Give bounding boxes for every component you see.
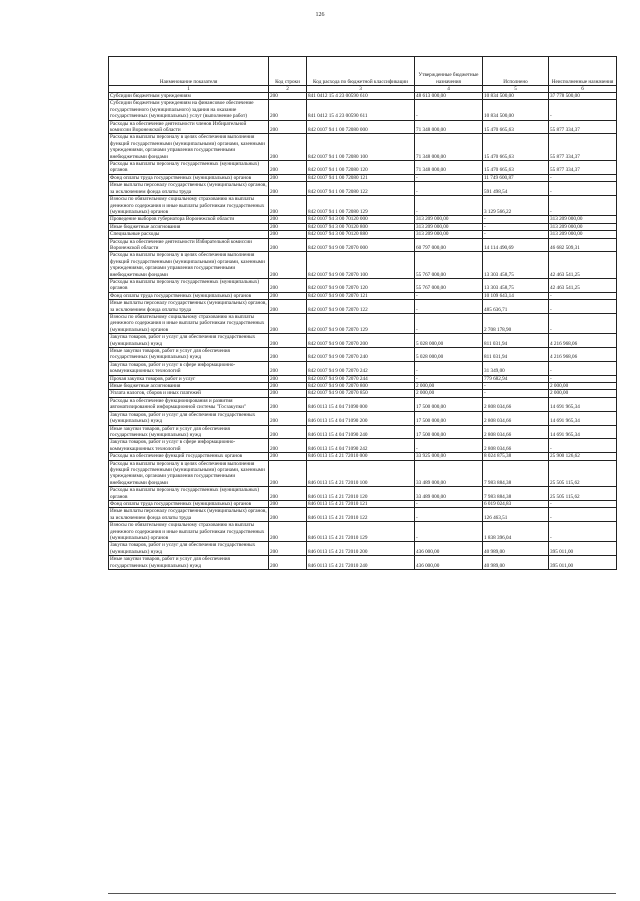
cell-executed: 591 498,54 [483,182,549,196]
cell-executed: 6 019 024,83 [483,500,549,507]
cell-unexecuted: - [549,361,617,375]
table-row [109,375,617,382]
table-row [109,174,617,181]
cell-line-code: 200 [269,182,307,196]
cell-indicator-name: Расходы на обеспечение функционирования и развития автоматизированной информационной системы "Госзакупки" [109,397,269,411]
cell-executed: 2 808 034,66 [483,411,549,425]
cell-indicator-name: Расходы на выплаты персоналу в целях обеспечения выполнения функций государственными (муниципальными) органами, казенными учреждениями, органами управления государственными внебюджетными фондами [109,460,269,487]
header-line-code: Код строки [269,57,307,86]
cell-approved: 55 767 000,00 [415,252,483,279]
table-row [109,522,617,542]
cell-executed: 15 470 665,63 [483,161,549,175]
column-number: 1 [109,86,269,93]
cell-executed: 13 303 458,75 [483,278,549,292]
table-row [109,216,617,223]
cell-line-code: 200 [269,314,307,334]
cell-budget-code: 842 0107 94 1 00 72080 129 [307,196,415,216]
cell-approved: - [415,508,483,522]
cell-line-code: 200 [269,542,307,556]
cell-executed: 2 808 034,66 [483,425,549,439]
cell-budget-code: 842 0107 94 1 00 72080 120 [307,161,415,175]
cell-budget-code: 846 0113 15 4 21 72010 100 [307,460,415,487]
cell-unexecuted: 4 216 968,06 [549,348,617,362]
cell-executed: 10 109 643,14 [483,292,549,299]
cell-approved: - [415,314,483,334]
table-row [109,252,617,279]
cell-budget-code: 846 0113 15 4 21 72010 122 [307,508,415,522]
header-executed: Исполнено [483,57,549,86]
column-number: 4 [415,86,483,93]
cell-unexecuted: - [549,314,617,334]
cell-approved: - [415,292,483,299]
table-body [109,93,617,570]
column-number-row [109,86,617,93]
cell-approved: 71 348 000,00 [415,161,483,175]
cell-indicator-name: Прочая закупка товаров, работ и услуг [109,375,269,382]
cell-approved: 313 209 000,00 [415,231,483,238]
cell-budget-code: 842 0107 94 9 00 72070 000 [307,238,415,252]
cell-indicator-name: Расходы на выплаты персоналу в целях обеспечения выполнения функций государственными (муниципальными) органами, казенными учреждениями, органами управления государственными внебюджетными фондами [109,134,269,161]
cell-budget-code: 846 0113 15 4 21 72010 121 [307,500,415,507]
cell-indicator-name: Иные закупки товаров, работ и услуг для обеспечения государственных (муниципальных) нужд [109,425,269,439]
cell-indicator-name: Специальные расходы [109,231,269,238]
table-row [109,238,617,252]
cell-executed: - [483,383,549,390]
cell-approved: 33 489 000,00 [415,460,483,487]
cell-line-code: 200 [269,453,307,460]
cell-executed: 811 031,94 [483,334,549,348]
cell-line-code: 200 [269,500,307,507]
cell-line-code: 200 [269,216,307,223]
table-row [109,425,617,439]
cell-approved: 60 797 000,00 [415,238,483,252]
cell-approved: 17 500 000,00 [415,411,483,425]
cell-approved: 55 767 000,00 [415,278,483,292]
cell-approved: 33 489 000,00 [415,487,483,501]
cell-line-code: 200 [269,292,307,299]
cell-approved: - [415,375,483,382]
cell-approved: - [415,174,483,181]
cell-unexecuted: 14 691 965,34 [549,397,617,411]
cell-executed: 7 983 884,38 [483,460,549,487]
cell-indicator-name: Фонд оплаты труда государственных (муниципальных) органов [109,500,269,507]
cell-indicator-name: Субсидии бюджетным учреждениям на финансовое обеспечение государственного (муниципального) задания на оказание государственных (муниципальных) услуг (выполнение работ) [109,100,269,120]
cell-unexecuted: - [549,522,617,542]
cell-unexecuted: - [549,174,617,181]
cell-budget-code: 842 0107 94 9 00 72070 100 [307,252,415,279]
cell-approved: 17 500 000,00 [415,397,483,411]
cell-indicator-name: Закупка товаров, работ и услуг в сфере информационно-коммуникационных технологий [109,361,269,375]
cell-indicator-name: Закупка товаров, работ и услуг для обеспечения государственных (муниципальных) нужд [109,411,269,425]
cell-line-code: 200 [269,93,307,100]
cell-line-code: 200 [269,522,307,542]
cell-indicator-name: Взносы по обязательному социальному страхованию на выплаты денежного содержания и иные выплаты работникам государственных (муниципальных) органов [109,196,269,216]
cell-executed: 2 808 034,66 [483,439,549,453]
header-approved-appropriations: Утвержденные бюджетные назначения [415,57,483,86]
column-number: 5 [483,86,549,93]
cell-approved: 5 028 000,00 [415,348,483,362]
cell-unexecuted: 25 505 115,62 [549,487,617,501]
cell-approved: - [415,300,483,314]
cell-executed: 13 303 458,75 [483,252,549,279]
cell-budget-code: 842 0107 94 1 00 72080 100 [307,134,415,161]
table-row [109,397,617,411]
table-row [109,508,617,522]
cell-unexecuted: 55 877 334,37 [549,134,617,161]
cell-line-code: 200 [269,161,307,175]
cell-budget-code: 846 0113 15 4 21 72010 000 [307,453,415,460]
cell-unexecuted: 46 682 509,31 [549,238,617,252]
cell-unexecuted: 313 209 000,00 [549,231,617,238]
table-row [109,278,617,292]
cell-executed: 10 834 500,00 [483,93,549,100]
table-row [109,460,617,487]
cell-unexecuted: 4 216 968,06 [549,334,617,348]
cell-indicator-name: Расходы на обеспечение деятельности членов Избирательной комиссии Воронежской области [109,120,269,134]
cell-budget-code: 846 0113 15 4 04 71090 000 [307,397,415,411]
cell-approved: 33 925 000,00 [415,453,483,460]
cell-line-code: 200 [269,174,307,181]
cell-budget-code: 846 0113 15 4 04 71090 200 [307,411,415,425]
cell-line-code: 200 [269,231,307,238]
cell-budget-code: 842 0107 94 9 00 72070 850 [307,390,415,397]
cell-line-code: 200 [269,120,307,134]
cell-approved: 71 348 000,00 [415,120,483,134]
cell-line-code: 200 [269,334,307,348]
cell-budget-code: 842 0107 94 3 00 70120 800 [307,223,415,230]
cell-unexecuted: 395 011,00 [549,542,617,556]
cell-budget-code: 842 0107 94 3 00 70120 880 [307,231,415,238]
table-row [109,439,617,453]
cell-budget-code: 842 0107 94 9 00 72070 244 [307,375,415,382]
table-row [109,182,617,196]
table-row [109,500,617,507]
cell-line-code: 200 [269,348,307,362]
cell-line-code: 200 [269,383,307,390]
cell-executed: 10 834 500,00 [483,100,549,120]
cell-unexecuted: 2 000,00 [549,390,617,397]
cell-executed: - [483,231,549,238]
cell-indicator-name: Расходы на выплаты персоналу в целях обеспечения выполнения функций государственными (муниципальными) органами, казенными учреждениями, органами управления государственными внебюджетными фондами [109,252,269,279]
table-row [109,161,617,175]
cell-executed: 31 349,00 [483,361,549,375]
cell-approved: 71 348 000,00 [415,134,483,161]
table-row [109,542,617,556]
cell-executed: 3 129 566,22 [483,196,549,216]
cell-budget-code: 846 0113 15 4 21 72010 120 [307,487,415,501]
cell-executed: - [483,390,549,397]
cell-budget-code: 846 0113 15 4 04 71090 242 [307,439,415,453]
cell-unexecuted: 42 463 541,25 [549,252,617,279]
cell-unexecuted: 37 778 500,00 [549,93,617,100]
cell-unexecuted: - [549,439,617,453]
cell-indicator-name: Иные закупки товаров, работ и услуг для обеспечения государственных (муниципальных) нужд [109,348,269,362]
page-number: 126 [315,12,325,18]
cell-line-code: 200 [269,390,307,397]
column-number: 3 [307,86,415,93]
cell-budget-code: 842 0107 94 1 00 72080 000 [307,120,415,134]
cell-unexecuted: 313 209 000,00 [549,216,617,223]
cell-budget-code: 841 0412 15 4 23 00590 611 [307,100,415,120]
cell-approved: - [415,500,483,507]
cell-executed: 8 024 875,38 [483,453,549,460]
cell-indicator-name: Уплата налогов, сборов и иных платежей [109,390,269,397]
cell-unexecuted: - [549,300,617,314]
cell-approved: 313 209 000,00 [415,216,483,223]
cell-approved: 2 000,00 [415,383,483,390]
column-number: 2 [269,86,307,93]
cell-indicator-name: Фонд оплаты труда государственных (муниципальных) органов [109,292,269,299]
cell-budget-code: 842 0107 94 9 00 72070 122 [307,300,415,314]
cell-indicator-name: Иные выплаты персоналу государственных (муниципальных) органов, за исключением фонда оплаты труда [110,300,267,313]
cell-line-code: 200 [269,134,307,161]
table-row [109,300,617,314]
cell-line-code: 200 [269,196,307,216]
cell-unexecuted: - [549,375,617,382]
cell-executed: 7 983 884,38 [483,487,549,501]
table-row [109,334,617,348]
cell-unexecuted: - [549,182,617,196]
bottom-rule [108,893,616,894]
table-row [109,223,617,230]
cell-executed: 779 682,94 [483,375,549,382]
cell-executed: 15 470 665,63 [483,120,549,134]
cell-approved: 5 028 000,00 [415,334,483,348]
table-row [109,100,617,120]
cell-budget-code: 842 0107 94 9 00 72070 120 [307,278,415,292]
cell-indicator-name: Иные бюджетные ассигнования [109,223,269,230]
cell-unexecuted: 14 691 965,34 [549,425,617,439]
table-row [109,231,617,238]
cell-line-code: 200 [269,375,307,382]
cell-approved: 17 500 000,00 [415,425,483,439]
cell-unexecuted: 313 209 000,00 [549,223,617,230]
cell-executed: 126 463,51 [483,508,549,522]
cell-line-code: 200 [269,252,307,279]
cell-budget-code: 846 0113 15 4 04 71090 240 [307,425,415,439]
cell-indicator-name: Расходы на выплаты персоналу государственных (муниципальных) органов [109,278,269,292]
table-row [109,411,617,425]
cell-executed: 2 708 178,90 [483,314,549,334]
cell-indicator-name: Взносы по обязательному социальному страхованию на выплаты денежного содержания и иные выплаты работникам государственных (муниципальных) органов [109,522,269,542]
cell-unexecuted: 25 900 126,62 [549,453,617,460]
cell-approved: 436 000,00 [415,542,483,556]
cell-indicator-name: Иные выплаты персоналу государственных (муниципальных) органов, за исключением фонда оплаты труда [110,508,267,521]
cell-indicator-name: Фонд оплаты труда государственных (муниципальных) органов [109,174,269,181]
cell-indicator-name: Расходы на выплаты персоналу государственных (муниципальных) органов [109,487,269,501]
cell-indicator-name: Проведение выборов губернатора Воронежской области [109,216,269,223]
cell-budget-code: 842 0107 94 9 00 72070 121 [307,292,415,299]
cell-line-code: 200 [269,439,307,453]
cell-unexecuted: - [549,100,617,120]
table-row [109,120,617,134]
cell-line-code: 200 [269,508,307,522]
table-row [109,314,617,334]
cell-budget-code: 846 0113 15 4 21 72010 200 [307,542,415,556]
cell-executed: 40 989,00 [483,556,549,570]
cell-budget-code: 846 0113 15 4 21 72010 240 [307,556,415,570]
cell-indicator-name: Расходы на обеспечение функций государственных органов [109,453,269,460]
cell-budget-code: 842 0107 94 3 00 70120 000 [307,216,415,223]
cell-indicator-name: Расходы на обеспечение деятельности Избирательной комиссии Воронежской области [109,238,269,252]
cell-approved: - [415,439,483,453]
cell-unexecuted: - [549,292,617,299]
cell-indicator-name: Взносы по обязательному социальному страхованию на выплаты денежного содержания и иные выплаты работникам государственных (муниципальных) органов [109,314,269,334]
cell-executed: - [483,216,549,223]
cell-line-code: 200 [269,238,307,252]
cell-line-code: 200 [269,300,307,314]
table-header-row [109,57,617,86]
cell-executed: 11 749 600,87 [483,174,549,181]
cell-approved: 436 000,00 [415,556,483,570]
cell-approved: - [415,100,483,120]
cell-executed: 811 031,94 [483,348,549,362]
cell-approved: - [415,196,483,216]
table-row [109,348,617,362]
cell-line-code: 200 [269,223,307,230]
cell-line-code: 200 [269,100,307,120]
header-budget-classification-code: Код расхода по бюджетной классификации [307,57,415,86]
table-row [109,487,617,501]
cell-budget-code: 842 0107 94 9 00 72070 800 [307,383,415,390]
table-row [109,390,617,397]
table-row [109,556,617,570]
cell-line-code: 200 [269,361,307,375]
table-row [109,196,617,216]
header-indicator-name: Наименование показателя [109,57,269,86]
cell-indicator-name: Иные закупки товаров, работ и услуг для обеспечения государственных (муниципальных) нужд [109,556,269,570]
cell-line-code: 200 [269,487,307,501]
cell-line-code: 200 [269,397,307,411]
cell-budget-code: 842 0107 94 1 00 72080 122 [307,182,415,196]
cell-executed: 40 989,00 [483,542,549,556]
cell-indicator-name: Расходы на выплаты персоналу государственных (муниципальных) органов [109,161,269,175]
cell-budget-code: 842 0107 94 9 00 72070 129 [307,314,415,334]
cell-indicator-name: Иные выплаты персоналу государственных (муниципальных) органов, за исключением фонда оплаты труда [110,182,267,195]
cell-approved: - [415,361,483,375]
cell-indicator-name: Закупка товаров, работ и услуг для обеспечения государственных (муниципальных) нужд [109,334,269,348]
table-row [109,134,617,161]
cell-budget-code: 842 0107 94 1 00 72080 121 [307,174,415,181]
cell-unexecuted: 14 691 965,34 [549,411,617,425]
cell-indicator-name: Закупка товаров, работ и услуг в сфере информационно-коммуникационных технологий [109,439,269,453]
cell-line-code: 200 [269,278,307,292]
cell-line-code: 200 [269,556,307,570]
cell-unexecuted: 2 000,00 [549,383,617,390]
cell-unexecuted: 25 505 115,62 [549,460,617,487]
cell-budget-code: 842 0107 94 9 00 72070 200 [307,334,415,348]
header-unexecuted-appropriations: Неисполненные назначения [549,57,617,86]
cell-approved: - [415,182,483,196]
cell-executed: - [483,223,549,230]
cell-line-code: 200 [269,460,307,487]
cell-unexecuted: - [549,500,617,507]
cell-approved: 313 209 000,00 [415,223,483,230]
column-number: 6 [549,86,617,93]
cell-executed: 2 808 034,66 [483,397,549,411]
cell-executed: 14 114 490,69 [483,238,549,252]
table-row [109,93,617,100]
table-row [109,453,617,460]
cell-indicator-name: Закупка товаров, работ и услуг для обеспечения государственных (муниципальных) нужд [109,542,269,556]
cell-line-code: 200 [269,425,307,439]
cell-approved: 2 000,00 [415,390,483,397]
cell-budget-code: 841 0412 15 4 23 00590 610 [307,93,415,100]
cell-budget-code: 842 0107 94 9 00 72070 240 [307,348,415,362]
table-row [109,292,617,299]
cell-approved: 48 613 000,00 [415,93,483,100]
cell-approved: - [415,522,483,542]
cell-indicator-name: Иные бюджетные ассигнования [109,383,269,390]
table-row [109,383,617,390]
budget-execution-table [108,56,617,570]
cell-indicator-name: Субсидии бюджетным учреждениям [109,93,269,100]
cell-budget-code: 842 0107 94 9 00 72070 242 [307,361,415,375]
cell-unexecuted: - [549,508,617,522]
cell-unexecuted: 55 877 334,37 [549,161,617,175]
cell-unexecuted: 395 011,00 [549,556,617,570]
cell-unexecuted: 55 877 334,37 [549,120,617,134]
table-row [109,361,617,375]
cell-budget-code: 846 0113 15 4 21 72010 129 [307,522,415,542]
cell-executed: 1 838 396,04 [483,522,549,542]
cell-line-code: 200 [269,411,307,425]
cell-unexecuted: - [549,196,617,216]
cell-executed: 485 636,71 [483,300,549,314]
cell-unexecuted: 42 463 541,25 [549,278,617,292]
cell-executed: 15 470 665,63 [483,134,549,161]
